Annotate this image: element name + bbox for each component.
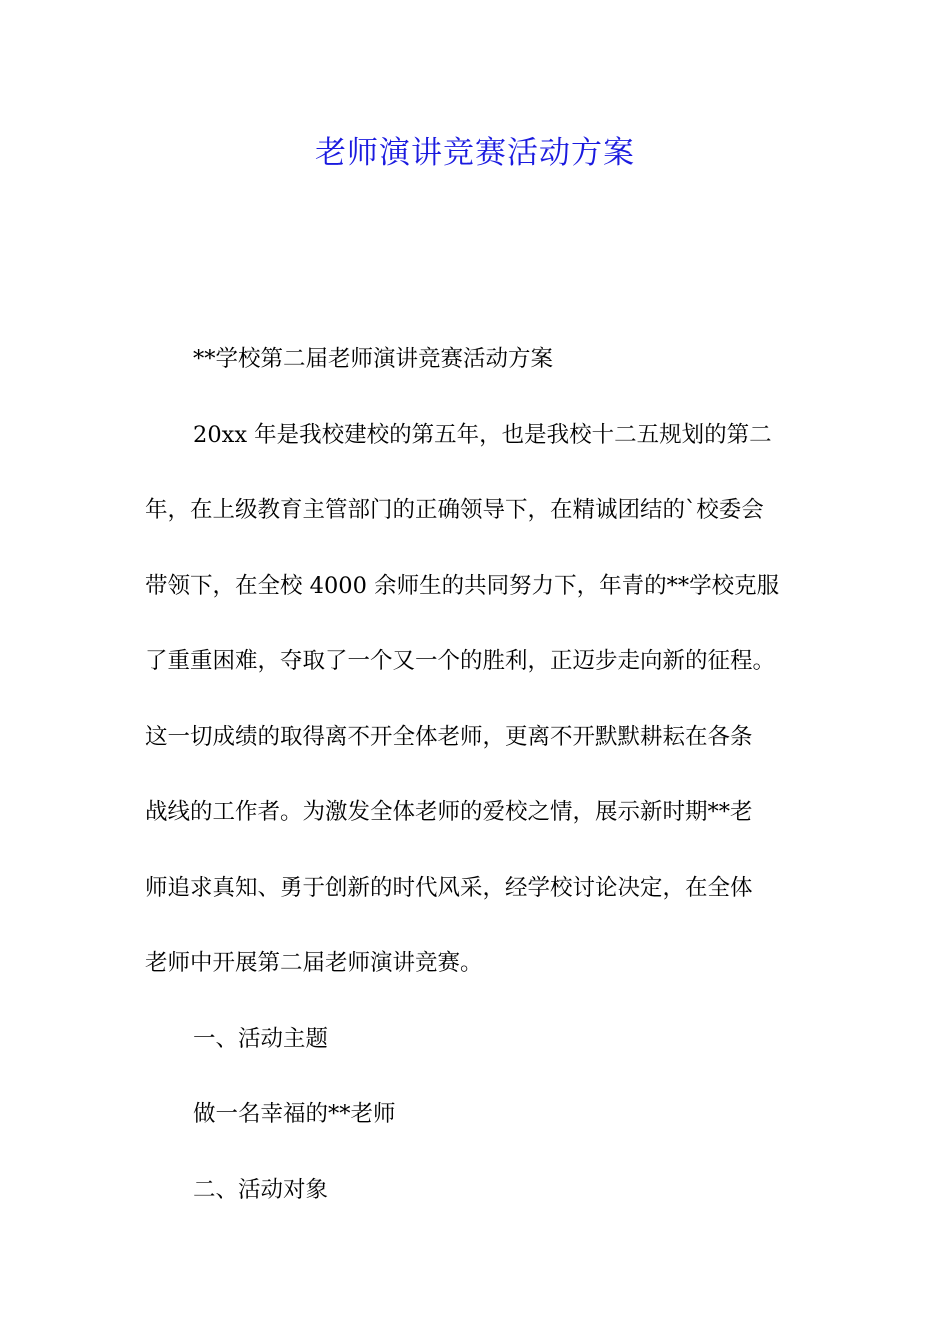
section-text: 做一名幸福的**老师 (193, 1101, 396, 1127)
intro-line: 老师中开展第二届老师演讲竞赛。 (145, 950, 483, 976)
intro-paragraph (145, 398, 810, 1002)
intro-line: 带领下，在全校 4000 余师生的共同努力下，年青的**学校克服 (145, 572, 780, 599)
document-body (145, 322, 810, 1228)
intro-line: 战线的工作者。为激发全体老师的爱校之情，展示新时期**老 (145, 799, 753, 825)
intro-line: 20xx 年是我校建校的第五年，也是我校十二五规划的第二 (193, 421, 772, 448)
intro-line: 这一切成绩的取得离不开全体老师，更离不开默默耕耘在各条 (145, 723, 753, 750)
intro-line: 了重重困难，夺取了一个又一个的胜利，正迈步走向新的征程。 (145, 648, 776, 674)
section-heading: 二、活动对象 (193, 1176, 329, 1203)
intro-line: 年，在上级教育主管部门的正确领导下，在精诚团结的`校委会 (145, 497, 764, 523)
section-heading: 一、活动主题 (193, 1025, 329, 1052)
document-title: 老师演讲竞赛活动方案 (315, 135, 635, 171)
intro-line: 师追求真知、勇于创新的时代风采，经学校讨论决定，在全体 (145, 874, 753, 901)
document-heading-line: **学校第二届老师演讲竞赛活动方案 (193, 346, 554, 372)
